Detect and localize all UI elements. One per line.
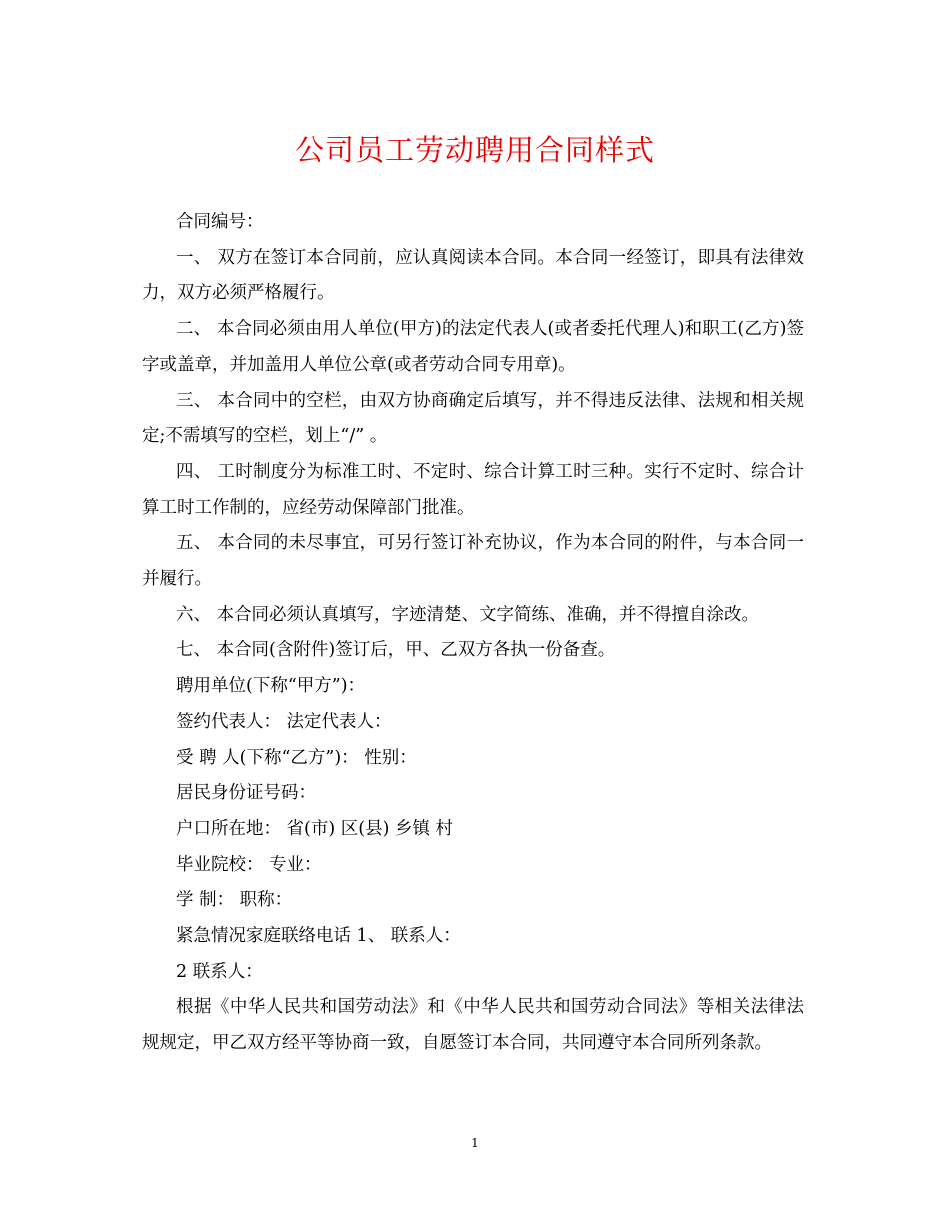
school-field: 毕业院校： 专业： [176, 854, 322, 875]
clause-5: 五、 本合同的未尽事宜，可另行签订补充协议，作为本合同的附件，与本合同一并履行。 [142, 533, 804, 590]
employee-field: 受 聘 人(下称“乙方”)： 性别： [176, 747, 417, 768]
clause-7: 七、 本合同(含附件)签订后，甲、乙双方各执一份备查。 [176, 640, 616, 661]
contract-number: 合同编号： [176, 212, 264, 232]
clause-6: 六、 本合同必须认真填写，字迹清楚、文字简练、准确，并不得擅自涂改。 [176, 604, 760, 625]
id-number-field: 居民身份证号码： [176, 783, 316, 804]
emergency-contact-2: 2 联系人： [176, 961, 263, 982]
clause-4: 四、 工时制度分为标准工时、不定时、综合计算工时三种。实行不定时、综合计算工时工作制的，应经劳动保障部门批准。 [142, 461, 804, 518]
representative-field: 签约代表人： 法定代表人： [176, 711, 392, 732]
employer-field: 聘用单位(下称“甲方”)： [176, 676, 366, 697]
household-field: 户口所在地： 省(市) 区(县) 乡镇 村 [176, 818, 454, 839]
education-field: 学 制： 职称： [176, 890, 293, 911]
clause-3: 三、 本合同中的空栏，由双方协商确定后填写，并不得违反法律、法规和相关规定;不需填写的空栏，划上“/” 。 [142, 390, 804, 447]
clause-2: 二、 本合同必须由用人单位(甲方)的法定代表人(或者委托代理人)和职工(乙方)签字或盖章，并加盖用人单位公章(或者劳动合同专用章)。 [142, 319, 804, 375]
document-body [142, 205, 804, 1062]
emergency-contact-1: 紧急情况家庭联络电话 1、 联系人： [176, 926, 461, 947]
page-number: 1 [471, 1136, 479, 1150]
document-title: 公司员工劳动聘用合同样式 [294, 133, 655, 167]
clause-1: 一、 双方在签订本合同前，应认真阅读本合同。本合同一经签订，即具有法律效力，双方必须严格履行。 [142, 247, 804, 304]
legal-basis-paragraph: 根据《中华人民共和国劳动法》和《中华人民共和国劳动合同法》等相关法律法规规定，甲乙双方经平等协商一致，自愿签订本合同，共同遵守本合同所列条款。 [142, 997, 804, 1054]
